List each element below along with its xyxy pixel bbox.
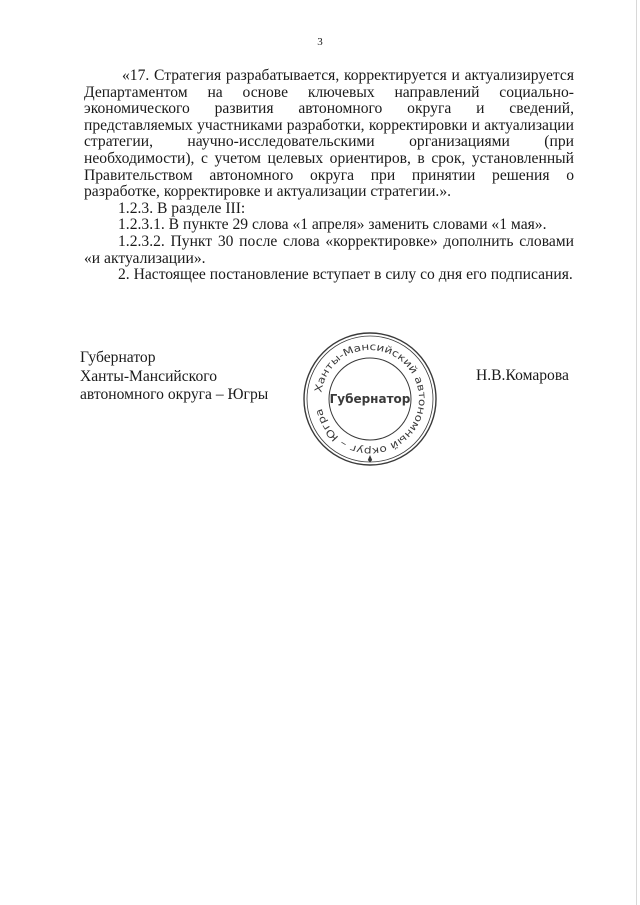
document-body [84, 68, 574, 284]
page-number: 3 [317, 36, 323, 48]
paragraph-strategy-item-17: «17. Стратегия разрабатывается, корректируется и актуализируется Департаментом на основе ключевых направлений социально-экономического развития автономного округа и сведений, представляемых участниками разработки, корректировки и актуализации стратегии, научно-исследовательскими организациями (при необходимости), с учетом целевых ориентиров, в срок, установленный Правительством автономного округа при принятии решения о разработке, корректировке и актуализации стратегии.». [84, 67, 574, 201]
paragraph-item-29-amendment: 1.2.3.1. В пункте 29 слова «1 апреля» заменить словами «1 мая». [118, 216, 547, 234]
signatory-name: Н.В.Комарова [476, 367, 569, 384]
paragraph-section-3-heading: 1.2.3. В разделе III: [118, 199, 246, 217]
signatory-position-line: Ханты-Мансийского [80, 367, 218, 385]
official-seal [302, 331, 438, 467]
signatory-position-line: автономного округа – Югры [80, 386, 269, 403]
signatory-position [80, 349, 268, 405]
scan-edge-line [636, 0, 637, 905]
signatory-position-line: Губернатор [80, 349, 156, 366]
paragraph-item-30-amendment: 1.2.3.2. Пункт 30 после слова «корректировке» дополнить словами «и актуализации». [84, 232, 574, 267]
seal-ring-text: Ханты-Мансийский автономный округ – Югра [313, 341, 428, 457]
seal-center-text: Губернатор [329, 392, 411, 406]
seal-star-mark [368, 455, 372, 463]
paragraph-effective-date: 2. Настоящее постановление вступает в силу со дня его подписания. [118, 266, 573, 284]
